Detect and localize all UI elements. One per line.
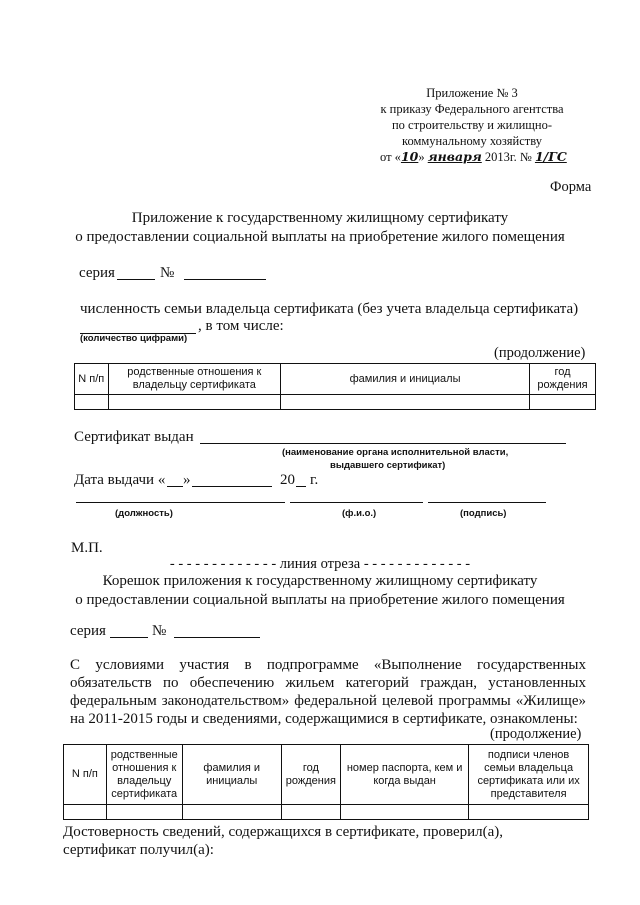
fio-hint: (ф.и.о.) (342, 508, 377, 519)
issued-hint-2: выдавшего сертификат) (330, 460, 446, 471)
appendix-title-line1: Приложение к государственному жилищному сертификату (131, 210, 509, 226)
family-size-hint: (количество цифрами) (80, 333, 188, 344)
issue-year-field[interactable] (296, 486, 306, 487)
conditions-line4: на 2011-2015 годы и сведениями, содержащимися в сертификате, ознакомлены: (70, 711, 578, 727)
stamp-place: М.П. (71, 540, 103, 556)
form-label: Форма (550, 179, 592, 195)
verification-line2: сертификат получил(а): (63, 842, 214, 858)
conditions-line3: федеральным законодательством» федеральной целевой программы «Жилище» (70, 693, 586, 709)
stub-number-field[interactable] (174, 637, 260, 638)
position-hint: (должность) (115, 508, 173, 519)
family-table (74, 363, 596, 410)
handwritten-number: 1/ГС (534, 149, 567, 164)
stub-series-field[interactable] (110, 637, 148, 638)
number-label: № (160, 265, 175, 281)
col-signatures-header: подписи членов семьи владельца сертификата или их представителя (469, 745, 589, 805)
agency-name-2: коммунальному хозяйству (402, 134, 542, 148)
table-cell[interactable] (75, 395, 109, 410)
conditions-line1: С условиями участия в подпрограмме «Выполнение государственных (70, 657, 586, 673)
table-cell[interactable] (529, 395, 595, 410)
signature-field[interactable] (428, 502, 546, 503)
appendix-title-line2: о предоставлении социальной выплаты на приобретение жилого помещения (75, 229, 565, 245)
verification-line1: Достоверность сведений, содержащихся в сертификате, проверил(а), (63, 824, 504, 840)
issue-date-close: » (183, 472, 191, 488)
stub-title-line1: Корешок приложения к государственному жилищному сертификату (102, 573, 538, 589)
col-name-header: фамилия и инициалы (182, 745, 281, 805)
table-cell[interactable] (108, 395, 281, 410)
col-birth-year-header: год рождения (529, 364, 595, 395)
position-field[interactable] (76, 502, 285, 503)
table-cell[interactable] (182, 805, 281, 820)
col-passport-header: номер паспорта, кем и когда выдан (341, 745, 469, 805)
issue-month-field[interactable] (192, 486, 272, 487)
number-field[interactable] (184, 279, 266, 280)
issued-hint-1: (наименование органа исполнительной власти, (282, 447, 509, 458)
stub-title-line2: о предоставлении социальной выплаты на приобретение жилого помещения (75, 592, 565, 608)
issue-day-field[interactable] (167, 486, 183, 487)
order-date: от «10» января 2013г. № 1/ГС (380, 149, 567, 164)
table2-continuation: (продолжение) (490, 726, 582, 742)
stub-series-label: серия (70, 623, 106, 639)
col-number-header: N п/п (75, 364, 109, 395)
table-cell[interactable] (281, 805, 340, 820)
series-label: серия (79, 265, 115, 281)
including-text: , в том числе: (198, 318, 284, 334)
agency-name-1: по строительству и жилищно- (391, 118, 553, 132)
table-cell[interactable] (281, 395, 530, 410)
issue-year-prefix: 20 (280, 472, 295, 488)
appendix-number: Приложение № 3 (426, 86, 518, 100)
stub-number-label: № (152, 623, 167, 639)
issue-date-label: Дата выдачи « (74, 472, 166, 488)
col-relation-header: родственные отношения к владельцу сертификата (106, 745, 182, 805)
table-cell[interactable] (106, 805, 182, 820)
col-name-header: фамилия и инициалы (281, 364, 530, 395)
col-relation-header: родственные отношения к владельцу сертификата (108, 364, 281, 395)
table1-continuation: (продолжение) (494, 345, 586, 361)
issued-by-field[interactable] (200, 443, 566, 444)
cut-line: - - - - - - - - - - - - - линия отреза - - - - - - - - - - - - - (169, 556, 471, 572)
conditions-line2: обязательств по обеспечению жильем категорий граждан, установленных (70, 675, 586, 691)
order-reference: к приказу Федерального агентства (380, 102, 564, 116)
col-birth-year-header: год рождения (281, 745, 340, 805)
handwritten-day: 10 (400, 149, 419, 164)
family-size-text: численность семьи владельца сертификата (без учета владельца сертификата) (80, 301, 579, 317)
table-cell[interactable] (341, 805, 469, 820)
table-cell[interactable] (64, 805, 107, 820)
series-field[interactable] (117, 279, 155, 280)
signature-hint: (подпись) (460, 508, 507, 519)
issue-year-suffix: г. (310, 472, 319, 488)
issued-label: Сертификат выдан (74, 429, 194, 445)
table-cell[interactable] (469, 805, 589, 820)
members-table (63, 744, 589, 820)
col-number-header: N п/п (64, 745, 107, 805)
fio-field[interactable] (290, 502, 423, 503)
handwritten-month: января (427, 149, 482, 164)
